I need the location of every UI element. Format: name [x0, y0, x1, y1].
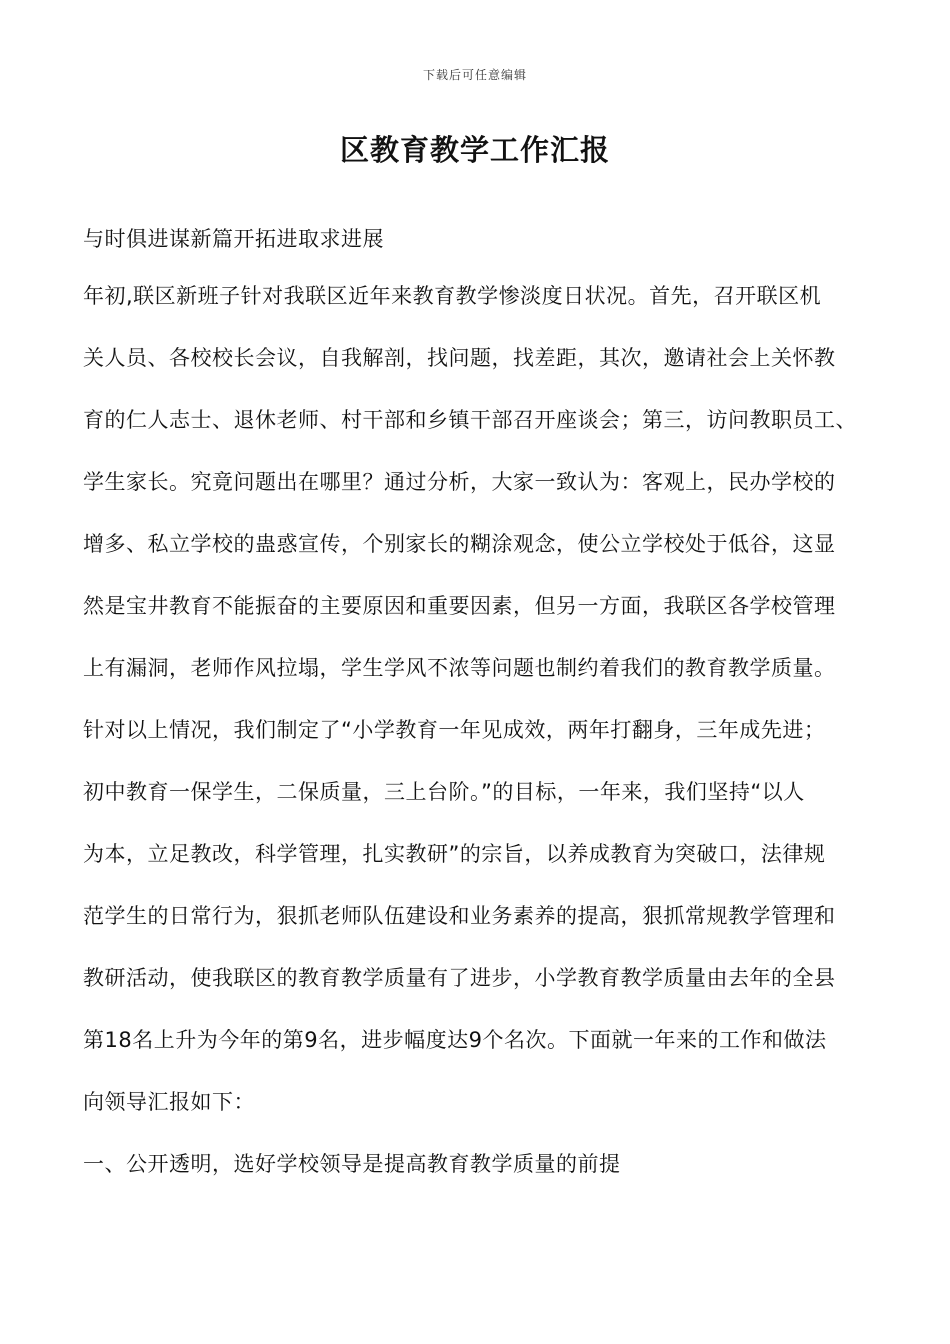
paragraph-line: 教研活动，使我联区的教育教学质量有了进步，小学教育教学质量由去年的全县 — [83, 966, 836, 990]
paragraph-line: 针对以上情况，我们制定了“小学教育一年见成效，两年打翻身，三年成先进； — [83, 718, 826, 742]
paragraph-line: 年初,联区新班子针对我联区近年来教育教学惨淡度日状况。首先，召开联区机 — [83, 284, 822, 308]
paragraph-line: 初中教育一保学生，二保质量，三上台阶。”的目标，一年来，我们坚持“以人 — [83, 780, 805, 804]
page-header-note: 下载后可任意编辑 — [422, 68, 527, 82]
paragraph-line: 育的仁人志士、退休老师、村干部和乡镇干部召开座谈会；第三，访问教职员工、 — [83, 408, 857, 432]
document-title: 区教育教学工作汇报 — [339, 133, 610, 167]
paragraph-line: 学生家长。究竟问题出在哪里？通过分析，大家一致认为：客观上，民办学校的 — [83, 470, 836, 494]
paragraph-line: 上有漏洞，老师作风拉塌，学生学风不浓等问题也制约着我们的教育教学质量。 — [83, 656, 836, 680]
paragraph-line: 然是宝井教育不能振奋的主要原因和重要因素，但另一方面，我联区各学校管理 — [83, 594, 836, 618]
paragraph-line: 增多、私立学校的蛊惑宣传，个别家长的糊涂观念，使公立学校处于低谷，这显 — [83, 532, 836, 556]
section-heading: 一、公开透明，选好学校领导是提高教育教学质量的前提 — [83, 1152, 621, 1176]
paragraph-line: 为本，立足教改，科学管理，扎实教研”的宗旨，以养成教育为突破口，法律规 — [83, 842, 826, 866]
paragraph-line: 关人员、各校校长会议，自我解剖，找问题，找差距，其次，邀请社会上关怀教 — [83, 346, 836, 370]
paragraph-line: 向领导汇报如下： — [83, 1090, 255, 1114]
paragraph-line: 范学生的日常行为，狠抓老师队伍建设和业务素养的提高，狠抓常规教学管理和 — [83, 904, 836, 928]
document-subtitle: 与时俱进谋新篇开拓进取求进展 — [83, 227, 384, 251]
paragraph-line: 第18名上升为今年的第9名，进步幅度达9个名次。下面就一年来的工作和做法 — [83, 1028, 827, 1052]
